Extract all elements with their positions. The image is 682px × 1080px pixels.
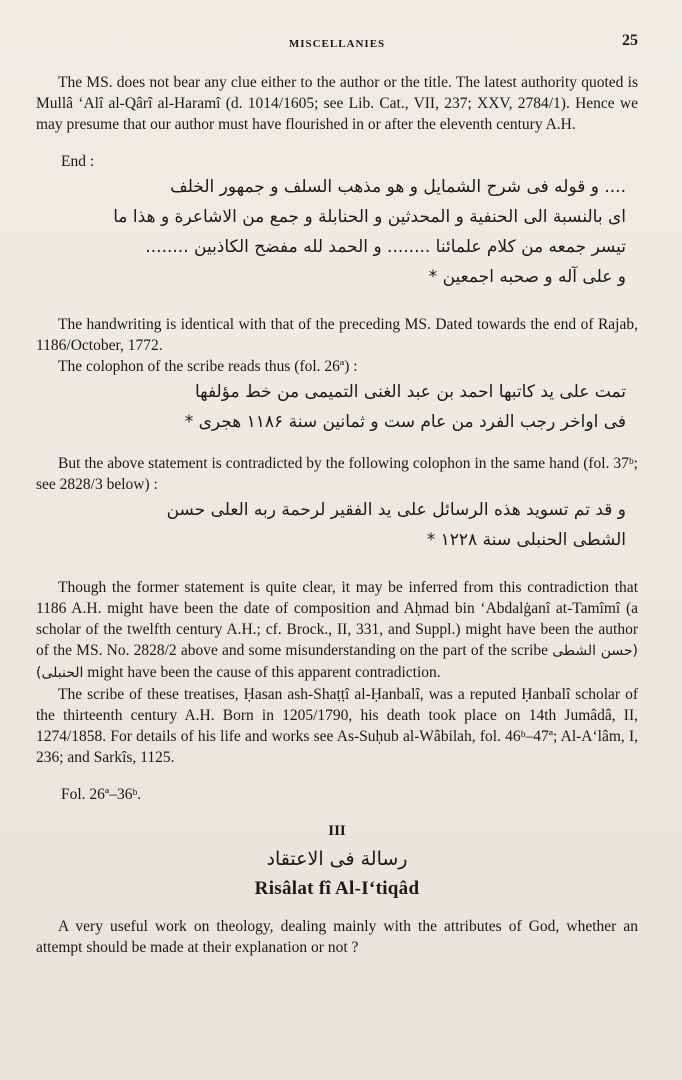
section-intro: A very useful work on theology, dealing mainly with the attributes of God, whether an attempt should be made at their explanation or not ? bbox=[36, 918, 638, 956]
arabic-colophon-line: تمت علی ید کاتبها احمد بن عبد الغنی التمیمی من خط مؤلفها bbox=[194, 382, 626, 402]
section-arabic-title: رسالة فی الاعتقاد bbox=[266, 848, 408, 870]
arabic-end-line: تیسر جمعه من کلام علمائنا ........ و الحمد لله مفضح الکاذبین ........ bbox=[145, 237, 626, 257]
arabic-colophon bbox=[36, 377, 638, 437]
arabic-colophon-second bbox=[36, 495, 638, 555]
arabic-colophon-line: فی اواخر رجب الفرد من عام ست و ثمانین سنة ۱۱۸۶ هجری * bbox=[184, 412, 626, 432]
arabic-colophon-line: الشطی الحنبلی سنة ۱۲۲۸ * bbox=[426, 530, 626, 550]
paragraph-colophon-intro: The colophon of the scribe reads thus (fol. 26ª) : bbox=[58, 358, 358, 375]
arabic-end-line: .... و قوله فی شرح الشمایل و هو مذهب السلف و جمهور الخلف bbox=[170, 177, 626, 197]
paragraph-contradiction: But the above statement is contradicted by the following colophon in the same hand (fol. 37ᵇ; see 2828/3 below) : bbox=[36, 455, 638, 493]
arabic-colophon-line: و قد تم تسوید هذه الرسائل علی ید الفقیر لرحمة ربه العلی حسن bbox=[166, 500, 626, 520]
folio-range: Fol. 26ª–36ᵇ. bbox=[61, 786, 142, 803]
inline-arabic-name: (حسن الشطی الحنبلی) bbox=[36, 643, 639, 681]
paragraph-handwriting: The handwriting is identical with that of the preceding MS. Dated towards the end of Rajab, 1186/October, 1772. bbox=[36, 316, 638, 354]
section-number: III bbox=[328, 823, 346, 839]
arabic-end-line: ای بالنسبة الی الحنفیة و المحدثین و الحنابلة و جمع من الاشاعرة و هذا ما bbox=[113, 207, 626, 227]
inference-text: Though the former statement is quite clear, it may be inferred from this contradiction that 1186 A.H. might have been the date of composition and Aḥmad bin ‘Abdalġanî at-Tamîmî (a scholar of the twelfth century A.H.; cf. Brock., II, 331, and Suppl.) might have been the author of the MS. No. 2828/2 above and some misunderstanding on the part of the scribe bbox=[36, 579, 638, 659]
paragraph-inference bbox=[36, 577, 638, 684]
arabic-end-passage bbox=[36, 172, 638, 292]
running-title: MISCELLANIES bbox=[288, 38, 386, 50]
arabic-end-line: و علی آله و صحبه اجمعین * bbox=[428, 267, 626, 287]
paragraph-scribe: The scribe of these treatises, Ḥasan ash-Shaṭṭî al-Ḥanbalî, was a reputed Ḥanbalî scholar of the thirteenth century A.H. Born in 1205/1790, his death took place on 14th Jumâdâ, II, 1274/1858. For details of his life and works see As-Suḥub al-Wâbilah, fol. 46ᵇ–47ª; Al-A‘lâm, I, 236; and Sarkîs, 1125. bbox=[36, 686, 638, 766]
section-title: Risâlat fî Al-I‘tiqâd bbox=[254, 878, 420, 899]
end-label: End : bbox=[61, 153, 95, 170]
inference-text-end: might have been the cause of this apparent contradiction. bbox=[87, 664, 441, 681]
page-number: 25 bbox=[622, 32, 638, 49]
paragraph-authorship: The MS. does not bear any clue either to the author or the title. The latest authority quoted is Mullâ ‘Alî al-Qârî al-Haramî (d. 1014/1605; see Lib. Cat., VII, 237; XXV, 2784/1). Hence we may presume that our author must have flourished in or after the eleventh century A.H. bbox=[36, 74, 638, 133]
running-head bbox=[36, 30, 638, 56]
